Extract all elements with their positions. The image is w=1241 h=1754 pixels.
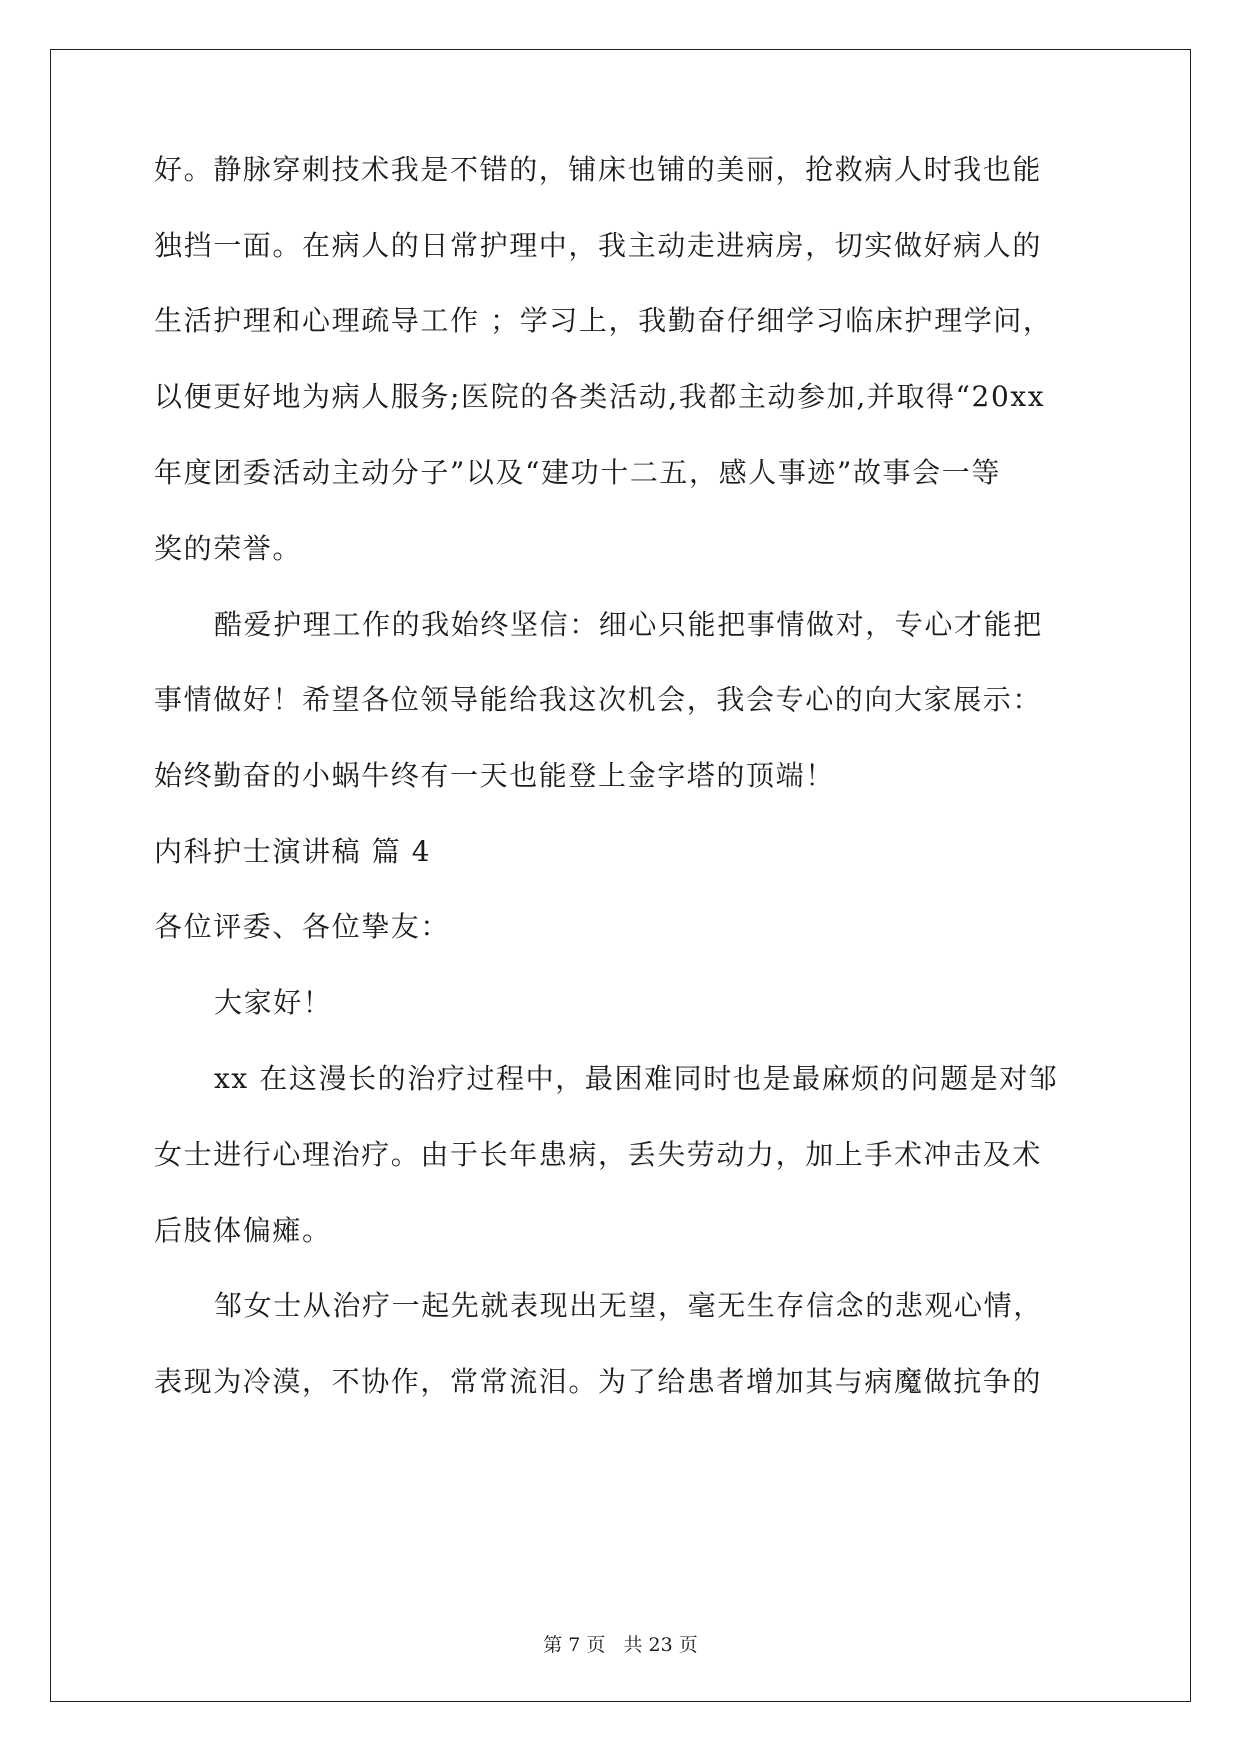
page-footer xyxy=(0,1630,1241,1657)
section-heading: 内科护士演讲稿 篇 4 xyxy=(154,835,432,868)
text-line: 始终勤奋的小蜗牛终有一天也能登上金字塔的顶端！ xyxy=(154,759,835,792)
paragraph-start-line: xx 在这漫长的治疗过程中，最困难同时也是最麻烦的问题是对邹 xyxy=(214,1062,1059,1095)
text-line: 独挡一面。在病人的日常护理中，我主动走进病房，切实做好病人的 xyxy=(154,229,1043,262)
text-line: 好。静脉穿刺技术我是不错的，铺床也铺的美丽，抢救病人时我也能 xyxy=(154,153,1043,186)
paragraph-start-line: 酷爱护理工作的我始终坚信：细心只能把事情做对，专心才能把 xyxy=(214,608,1043,641)
text-line: 女士进行心理治疗。由于长年患病，丢失劳动力，加上手术冲击及术 xyxy=(154,1138,1043,1171)
text-line: 表现为冷漠，不协作，常常流泪。为了给患者增加其与病魔做抗争的 xyxy=(154,1365,1043,1398)
text-line: 年度团委活动主动分子”以及“建功十二五，感人事迹”故事会一等 xyxy=(154,456,1001,489)
text-line: 事情做好！希望各位领导能给我这次机会，我会专心的向大家展示： xyxy=(154,683,1043,716)
text-line: 奖的荣誉。 xyxy=(154,532,303,565)
salutation: 各位评委、各位挚友： xyxy=(154,910,451,943)
text-line: 以便更好地为病人服务;医院的各类活动,我都主动参加,并取得“20xx xyxy=(154,380,1046,413)
page-number: 第 7 页 xyxy=(543,1634,606,1656)
paragraph-start-line: 邹女士从治疗一起先就表现出无望，毫无生存信念的悲观心情， xyxy=(214,1289,1043,1322)
text-line: 生活护理和心理疏导工作 ；学习上，我勤奋仔细学习临床护理学问， xyxy=(154,304,1053,337)
greeting: 大家好！ xyxy=(214,986,333,1019)
text-line: 后肢体偏瘫。 xyxy=(154,1214,332,1247)
page-total: 共 23 页 xyxy=(623,1634,698,1656)
page-border xyxy=(50,49,1191,1702)
